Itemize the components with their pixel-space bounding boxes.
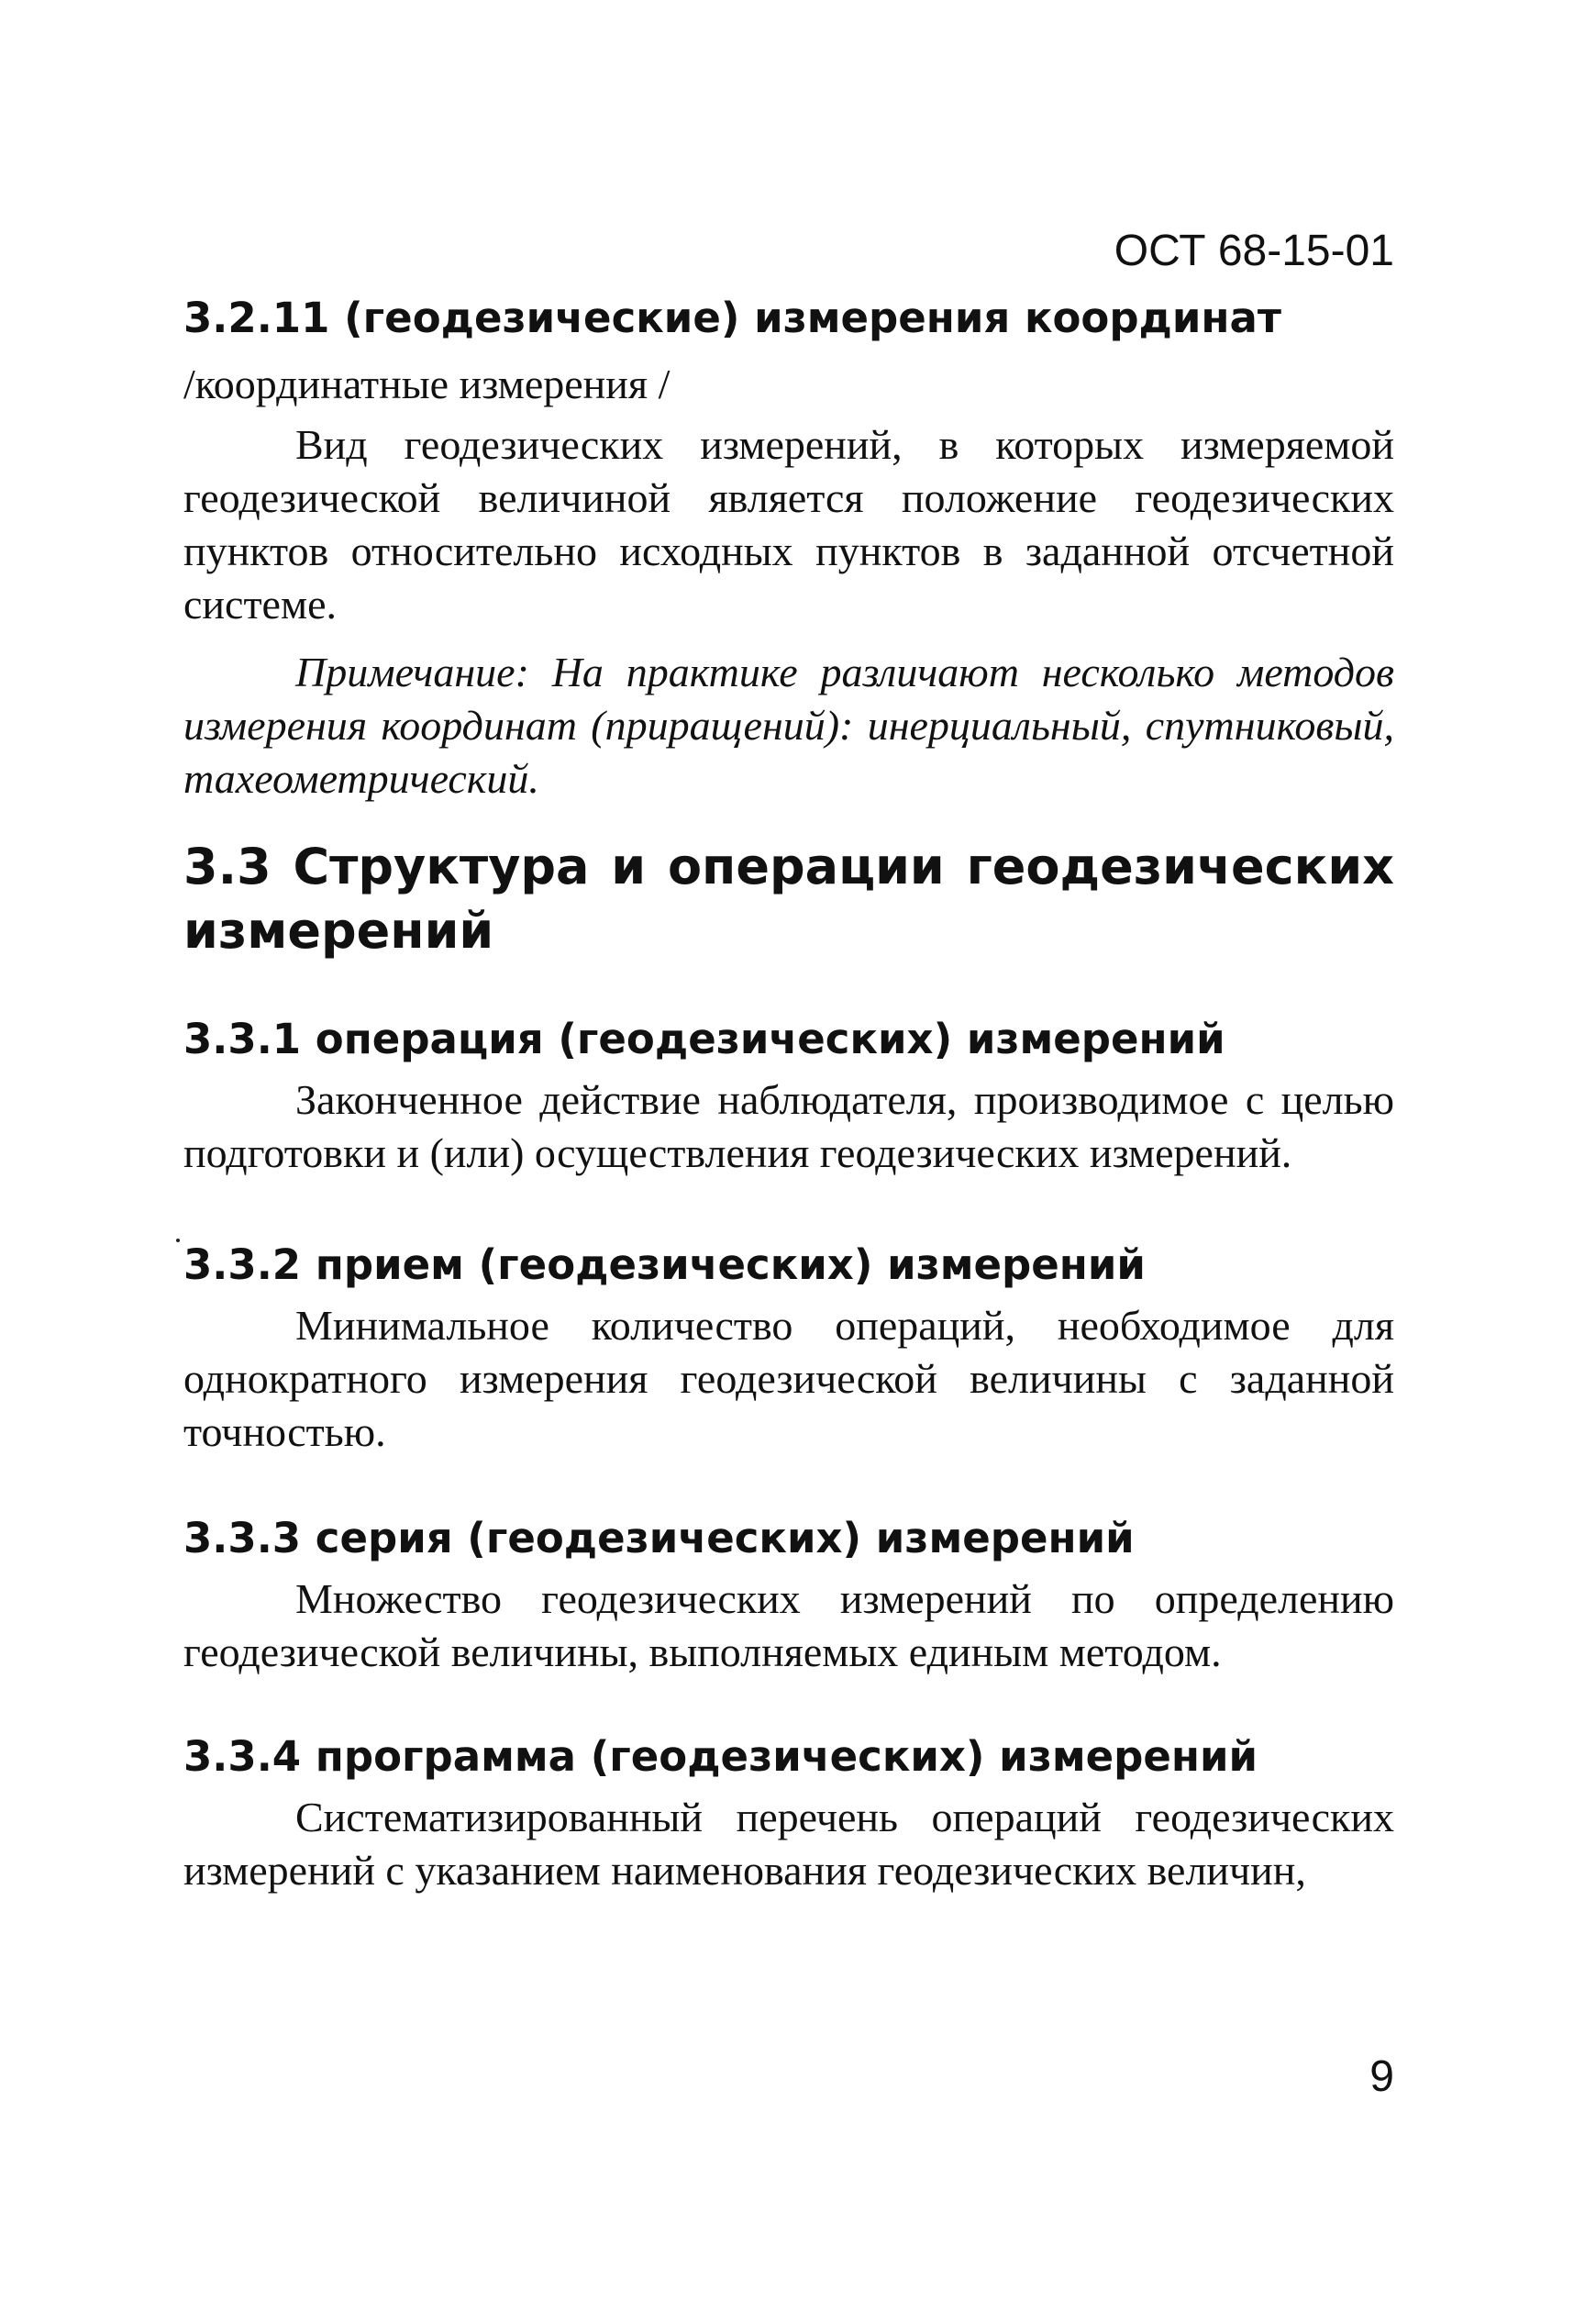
document-code: ОСТ 68-15-01 (1114, 227, 1394, 275)
term-heading: 3.2.11 (геодезические) измерения координат (183, 294, 1281, 342)
term-3-2-11 (183, 292, 1394, 806)
term-3-3-1 (183, 1013, 1394, 1180)
term-definition: Законченное действие наблюдателя, производимое с целью подготовки и (или) осуществления геодезических измерений. (183, 1076, 1394, 1176)
term-definition: Минимальное количество операций, необходимое для однократного измерения геодезической величины с заданной точностью. (183, 1302, 1394, 1455)
scan-speck (176, 1239, 180, 1242)
term-heading: 3.3.1 операция (геодезических) измерений (183, 1015, 1225, 1063)
term-heading: 3.3.4 программа (геодезических) измерений (183, 1732, 1258, 1781)
term-definition: Множество геодезических измерений по определению геодезической величины, выполняемых единым методом. (183, 1575, 1394, 1675)
term-definition: Вид геодезических измерений, в которых измеряемой геодезической величиной является положение геодезических пунктов относительно исходных пунктов в заданной отсчетной системе. (183, 421, 1394, 628)
term-3-3-3 (183, 1512, 1394, 1679)
document-page (183, 0, 1394, 2323)
term-heading: 3.3.2 прием (геодезических) измерений (183, 1240, 1146, 1289)
page-number: 9 (1369, 2052, 1394, 2101)
term-heading: 3.3.3 серия (геодезических) измерений (183, 1514, 1135, 1562)
term-note: Примечание: На практике различают несколько методов измерения координат (приращений): инерциальный, спутниковый, тахеометрический. (183, 649, 1394, 802)
term-3-3-2 (183, 1239, 1394, 1459)
term-3-3-4 (183, 1730, 1394, 1897)
term-definition: Систематизированный перечень операций геодезических измерений с указанием наименования геодезических величин, (183, 1794, 1394, 1894)
term-alias: /координатные измерения / (183, 361, 671, 407)
section-title: 3.3 Структура и операции геодезических измерений (183, 838, 1394, 960)
